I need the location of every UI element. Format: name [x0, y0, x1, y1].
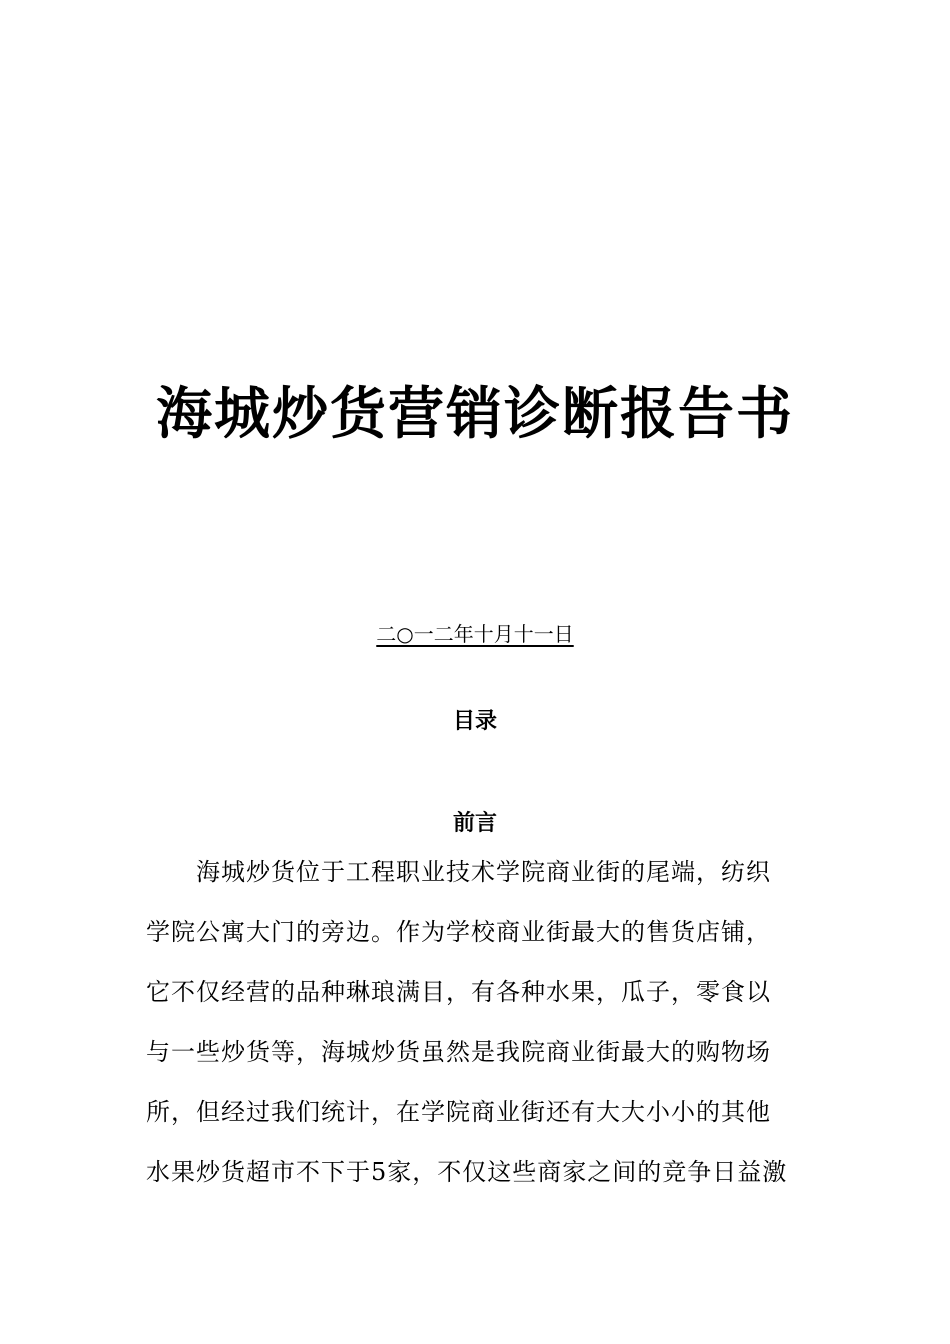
preface-line: 水果炒货超市不下于5家，不仅这些商家之间的竞争日益激	[146, 1158, 788, 1186]
preface-line: 与一些炒货等，海城炒货虽然是我院商业街最大的购物场	[146, 1038, 771, 1066]
preface-line: 所，但经过我们统计，在学院商业街还有大大小小的其他	[146, 1098, 771, 1126]
document-date	[0, 618, 950, 650]
preface-body	[146, 850, 808, 1210]
document-title: 海城炒货营销诊断报告书	[156, 381, 794, 447]
table-of-contents-heading: 目录	[452, 708, 497, 734]
preface-line: 海城炒货位于工程职业技术学院商业街的尾端，纺织	[196, 858, 771, 886]
preface-line: 学院公寓大门的旁边。作为学校商业街最大的售货店铺，	[146, 918, 771, 946]
document-date-text: 二○一二年十月十一日	[376, 622, 574, 646]
preface-heading: 前言	[452, 810, 497, 836]
preface-line: 它不仅经营的品种琳琅满目，有各种水果，瓜子，零食以	[146, 978, 771, 1006]
